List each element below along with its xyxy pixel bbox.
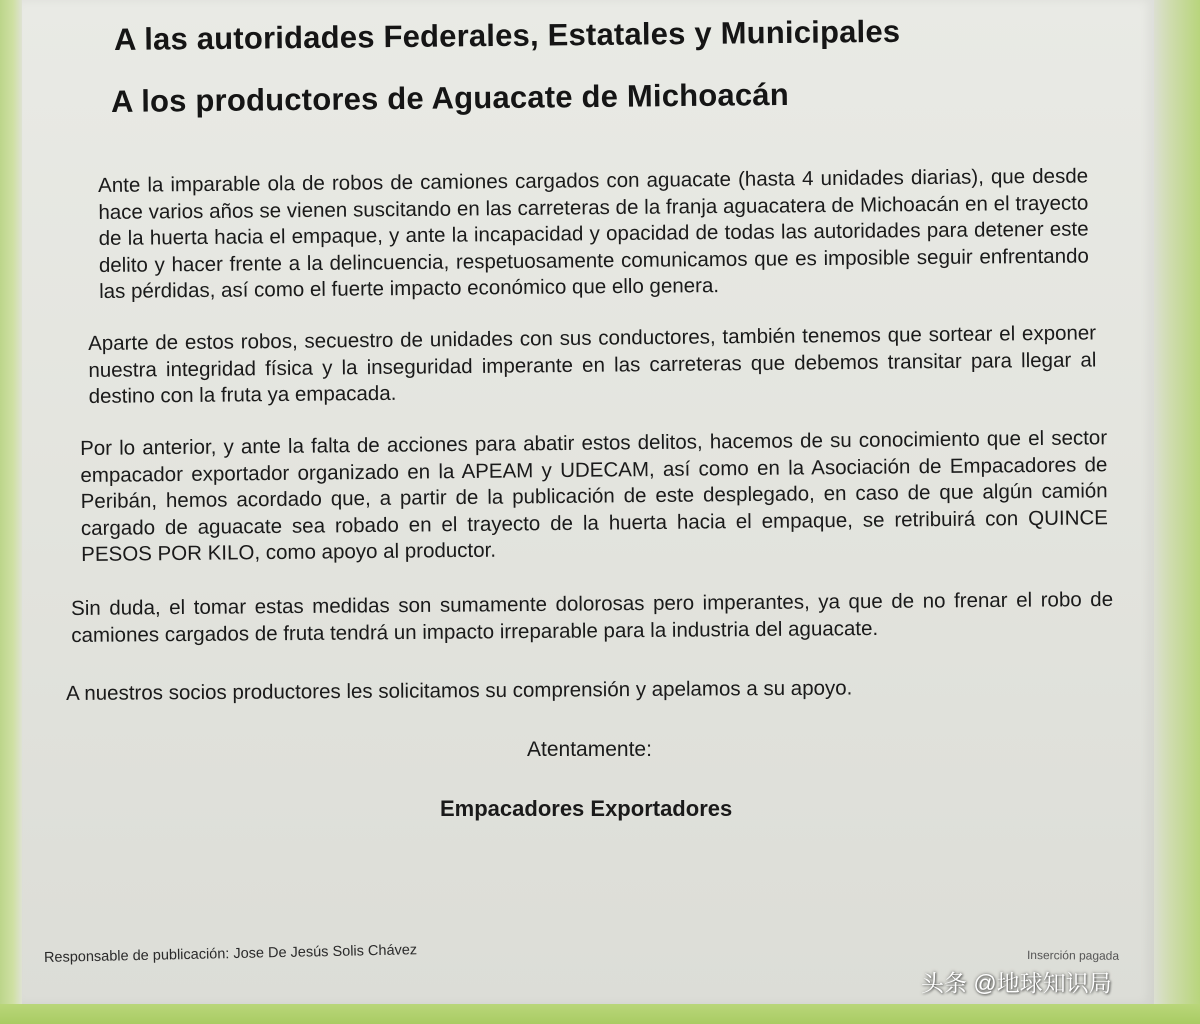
green-page-edge-left [0,0,22,1024]
green-page-edge-bottom [0,1004,1200,1024]
signature: Empacadores Exportadores [440,796,733,821]
heading-producers: A los productores de Aguacate de Michoacán [110,76,790,119]
paragraph-kidnapping: Aparte de estos robos, secuestro de unidades con sus conductores, también tenemos que sortear el exponer nuestra integridad física y la inseguridad imperante en las carreteras que debemos transitar para llegar al destino con la fruta ya empacada. [88,321,1097,408]
paragraph-request: A nuestros socios productores les solicitamos su comprensión y apelamos a su apoyo. [66,676,853,705]
watermark: 头条 @地球知识局 [921,970,1112,996]
green-page-edge-right [1150,0,1200,1024]
footer-insertion: Inserción pagada [1026,948,1120,963]
footer-responsible: Responsable de publicación: Jose De Jesús Solis Chávez [43,942,418,966]
paragraph-measures: Sin duda, el tomar estas medidas son sumamente dolorosas pero imperantes, ya que de no frenar el robo de camiones cargados de fruta tendrá un impacto irreparable para la industria del aguacate. [71,587,1114,647]
closing-text: Atentamente: [527,738,652,761]
paragraph-robberies: Ante la imparable ola de robos de camiones cargados con aguacate (hasta 4 unidades diarias), que desde hace varios años se vienen suscitando en las carreteras de la franja aguacatera de Michoacán en el trayecto de la huerta hacia el empaque, y ante la incapacidad y opacidad de todas las autoridades para detener este delito y hacer frente a la delincuencia, respetuosamente comunicamos que es imposible seguir enfrentando las pérdidas, así como el fuerte impacto económico que ello genera. [98,164,1089,303]
heading-authorities: A las autoridades Federales, Estatales y Municipales [113,13,901,57]
paragraph-agreement: Por lo anterior, y ante la falta de acciones para abatir estos delitos, hacemos de su conocimiento que el sector empacador exportador organizado en la APEAM y UDECAM, así como en la Asociación de Empacadores de Peribán, hemos acordado que, a partir de la publicación de este desplegado, en caso de que algún camión cargado de aguacate sea robado en el trayecto de la huerta hacia el empaque, se retribuirá con QUINCE PESOS POR KILO, como apoyo al productor. [80,426,1109,566]
